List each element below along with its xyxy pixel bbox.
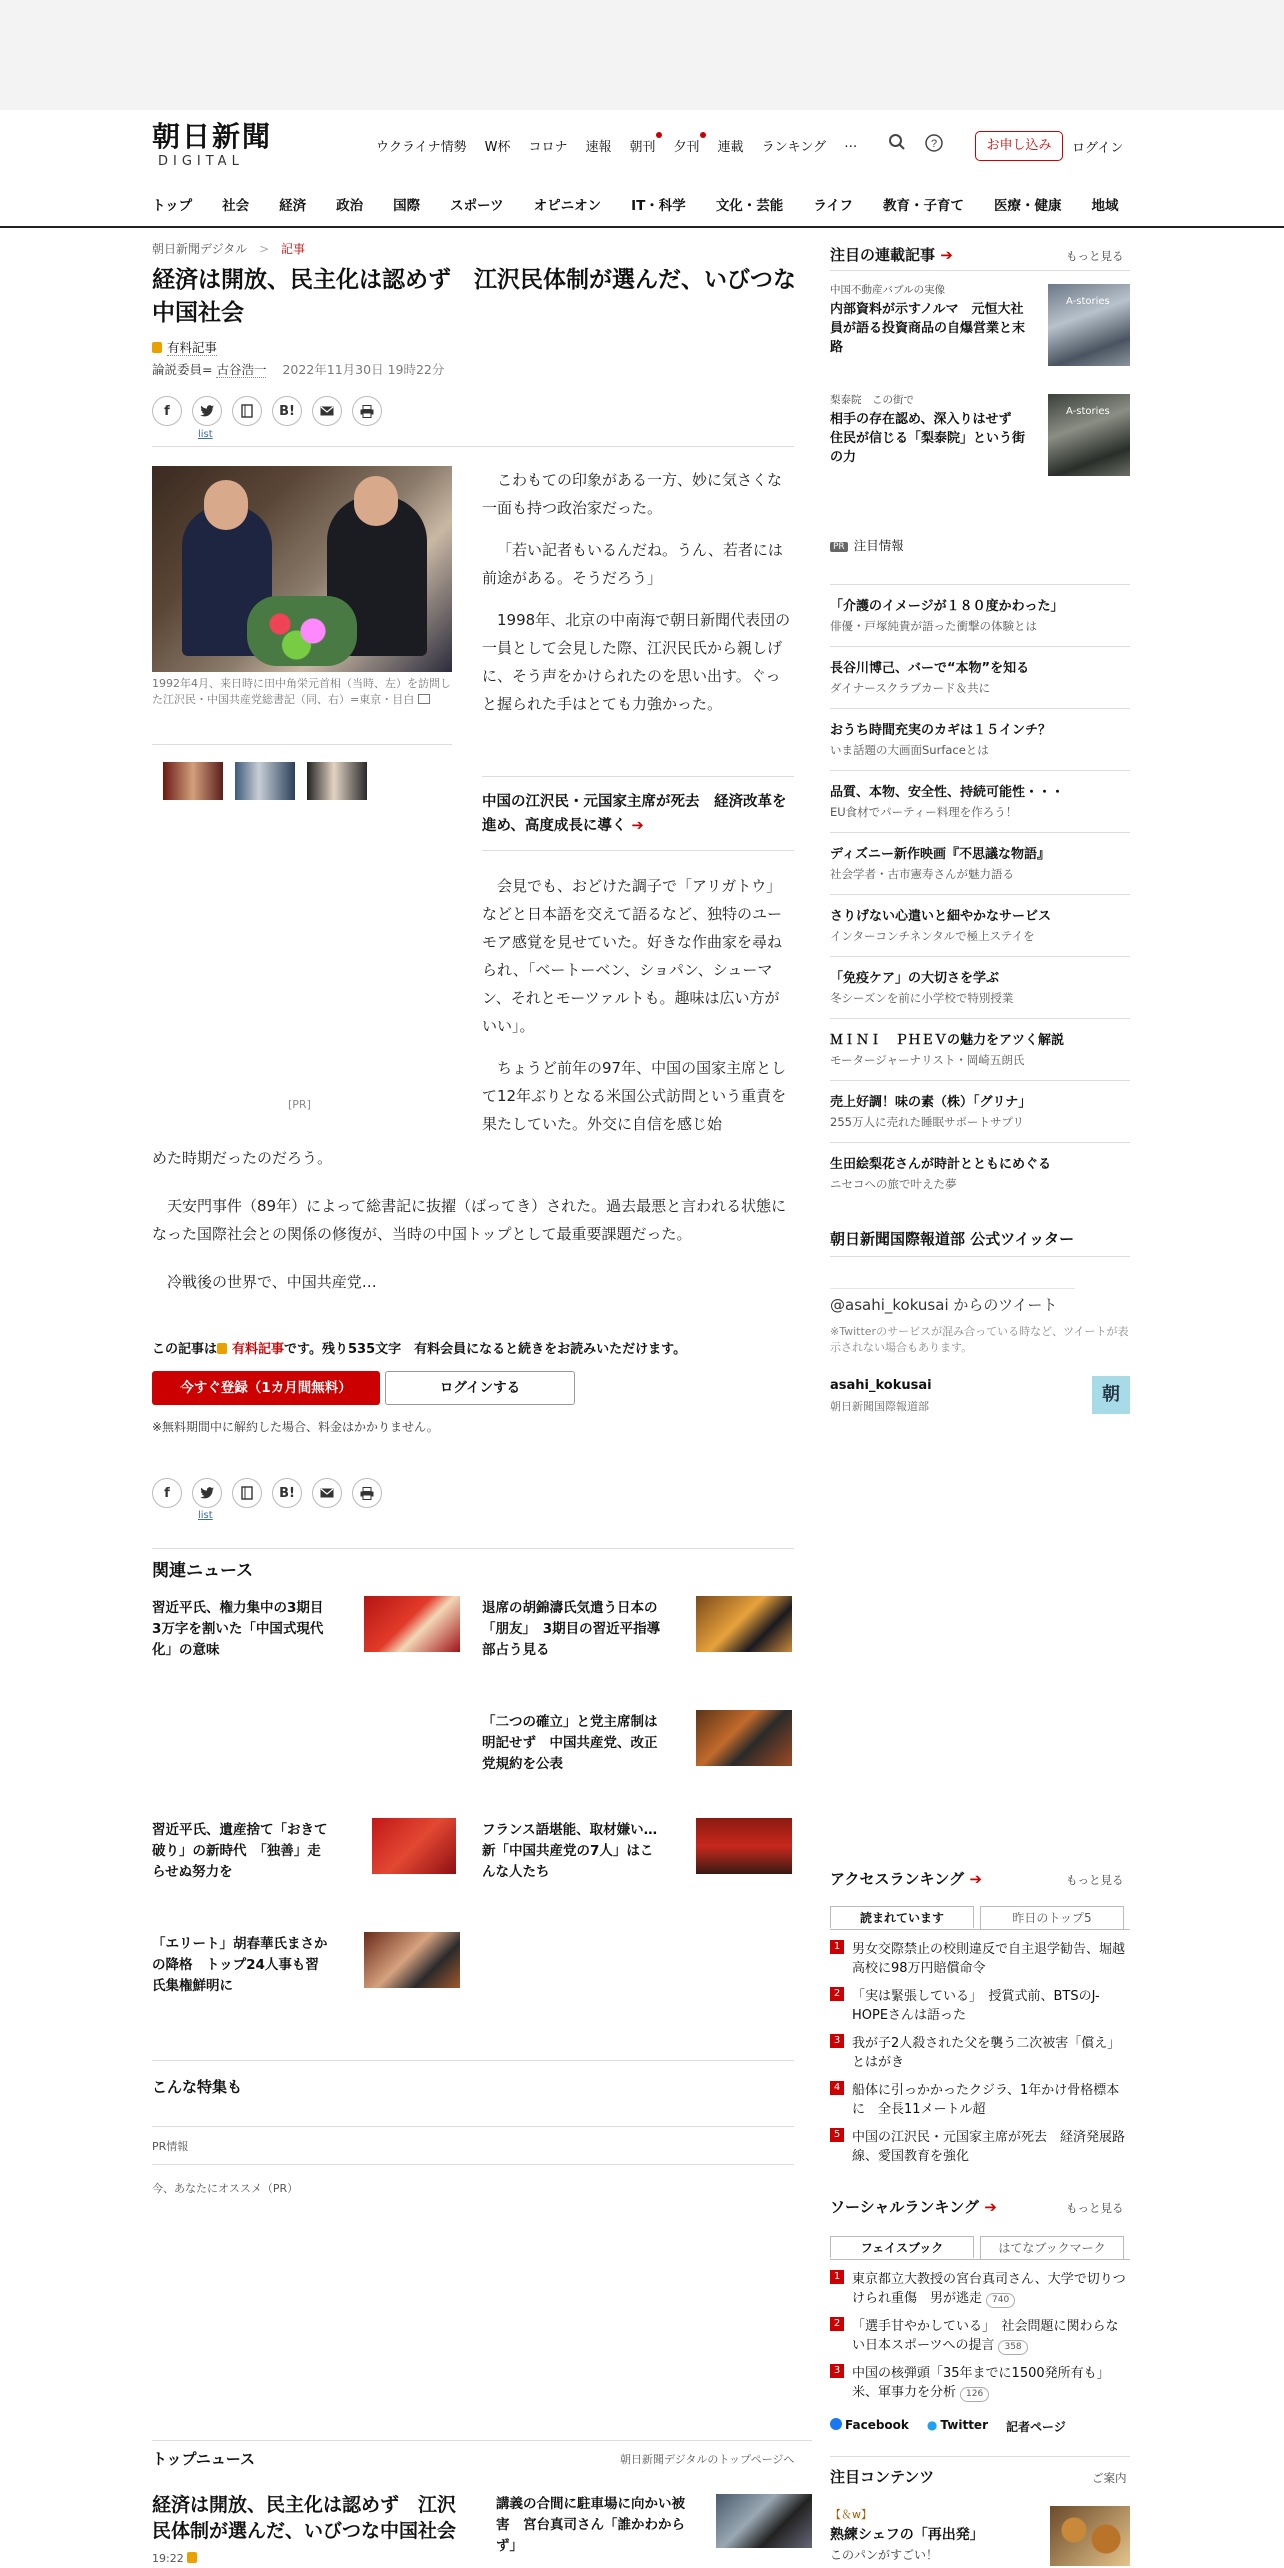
pr-item-sub: インターコンチネンタルで極上ステイを <box>830 929 1035 943</box>
twitter-link-label: Twitter <box>940 2418 988 2432</box>
share-count-badge: 740 <box>986 2293 1015 2308</box>
pr-item-sub: いま話題の大画面Surfaceとは <box>830 743 989 757</box>
ranking-item[interactable] <box>830 2270 1130 2308</box>
twitter-divider <box>830 1256 1130 1257</box>
ranking-item-text <box>852 1987 1130 2025</box>
share-count-badge: 126 <box>960 2387 989 2402</box>
arrow-right-icon: ➔ <box>984 2198 997 2216</box>
serial-2-label: 梨泰院 この街で <box>830 394 914 406</box>
thumbnail-3[interactable] <box>307 762 367 800</box>
recommend-label: 今、あなたにオススメ（PR） <box>152 2182 299 2195</box>
related-item-2[interactable]: 退席の胡錦濤氏気遣う日本の「朋友」 3期目の習近平指導部占う見る <box>482 1600 661 1658</box>
paragraph-5b: めた時期だったのだろう。 <box>152 1149 333 1167</box>
toplink-morning[interactable]: 朝刊 <box>630 136 656 155</box>
photo-caption <box>152 676 452 708</box>
social-tabs <box>830 2236 1130 2260</box>
facebook-share-icon[interactable]: f <box>152 396 182 426</box>
bookmark-icon[interactable] <box>232 396 262 426</box>
ranking-item-title: 我が子2人殺された父を襲う二次被害「償え」とはがき <box>852 2036 1121 2070</box>
serial-1-thumb[interactable] <box>1048 284 1130 366</box>
nav-sports[interactable]: スポーツ <box>450 198 504 214</box>
avatar[interactable]: 朝 <box>1092 1376 1130 1414</box>
nav-international[interactable]: 国際 <box>393 198 421 214</box>
paragraph-3: 1998年、北京の中南海で朝日新聞代表団の一員として会見した際、江沢民氏から親しげに、そう声をかけられたのを思い出す。ぐっと握られた手はとても力強かった。 <box>482 611 791 713</box>
related-thumb-5[interactable] <box>696 1818 792 1874</box>
social-more-link[interactable]: もっと見る <box>1066 2201 1124 2215</box>
rank-number: 3 <box>830 2364 844 2378</box>
nav-opinion[interactable]: オピニオン <box>533 198 602 214</box>
paywall-note-red: 有料記事 <box>232 1342 285 1357</box>
ranking-item-text <box>852 2034 1130 2072</box>
twitter-link[interactable] <box>927 2418 988 2435</box>
top-news-second-thumb[interactable] <box>716 2494 812 2548</box>
ranking-item-title: 船体に引っかかったクジラ、1年かけ骨格標本に 全長11メートル超 <box>852 2083 1120 2117</box>
inline-link-top-border <box>482 776 794 777</box>
ranking-item[interactable] <box>830 2034 1130 2072</box>
tab-hatena[interactable]: はてなブックマーク <box>980 2236 1124 2259</box>
top-news-second-title[interactable]: 講義の合間に駐車場に向かい被害 宮台真司さん「誰かわからず」 <box>496 2496 685 2554</box>
bookmark-icon[interactable] <box>232 1478 262 1508</box>
paragraph-1: こわもての印象がある一方、妙に気さくな一面も持つ政治家だった。 <box>482 471 783 517</box>
related-item-5[interactable]: フランス語堪能、取材嫌い…新「中国共産党の7人」はこんな人たち <box>482 1822 658 1880</box>
inline-link-bottom-border <box>482 850 794 851</box>
tweets-from[interactable]: @asahi_kokusai からのツイート <box>830 1296 1058 1314</box>
lock-icon <box>217 1343 227 1354</box>
paragraph-5a: ちょうど前年の97年、中国の国家主席として12年ぶりとなる米国公式訪問という重責を果たしていた。外交に自信を感じ始 <box>482 1059 787 1133</box>
share-count-badge: 358 <box>998 2340 1027 2355</box>
site-logo[interactable] <box>152 120 292 174</box>
ranking-item-title: 「選手甘やかしている」 社会問題に関わらない日本スポーツへの提言 <box>852 2319 1119 2353</box>
serial-1-label: 中国不動産バブルの実像 <box>830 284 946 296</box>
arrow-right-icon: ➔ <box>969 1870 982 1888</box>
pr-label: [PR] <box>288 1098 311 1111</box>
featured-guide-link[interactable]: ご案内 <box>1092 2471 1127 2485</box>
nav-culture[interactable]: 文化・芸能 <box>715 198 784 214</box>
hatena-bookmark-icon[interactable]: B! <box>272 396 302 426</box>
photo-caption-text: 1992年4月、来日時に田中角栄元首相（当時、左）を訪問した江沢民・中国共産党総書記（同、右）=東京・目白 <box>152 677 451 706</box>
mail-icon[interactable] <box>312 1478 342 1508</box>
pr-divider <box>152 2126 794 2127</box>
access-tabs <box>830 1906 1130 1930</box>
access-more-link[interactable]: もっと見る <box>1066 1873 1124 1887</box>
author-link[interactable]: 古谷浩一 <box>216 362 267 377</box>
related-inline-link[interactable] <box>482 790 794 838</box>
related-thumb-4[interactable] <box>372 1818 456 1874</box>
access-ranking-title[interactable] <box>830 1868 982 1889</box>
nav-top[interactable]: トップ <box>152 198 193 214</box>
rank-number: 5 <box>830 2128 844 2142</box>
nav-education[interactable]: 教育・子育て <box>883 198 965 214</box>
nav-life[interactable]: ライフ <box>813 198 854 214</box>
lock-icon <box>187 2552 197 2563</box>
top-news-lead-time <box>152 2552 202 2565</box>
pr-item-title: 生田絵梨花さんが時計とともにめぐる <box>830 1157 1052 1172</box>
tab-facebook[interactable]: フェイスブック <box>830 2236 974 2259</box>
serial-1-title[interactable]: 内部資料が示すノルマ 元恒大社員が語る投資商品の自爆営業と末路 <box>830 302 1026 355</box>
article-login-button[interactable]: ログインする <box>385 1371 575 1405</box>
pr-item-sub: EU食材でパーティー料理を作ろう！ <box>830 805 1018 819</box>
related-thumb-2[interactable] <box>696 1596 792 1652</box>
article-body-middle <box>482 872 794 1138</box>
ranking-item-title: 男女交際禁止の校則違反で自主退学勧告、堀越高校に98万円賠償命令 <box>852 1942 1126 1976</box>
twitter-icon: ● <box>926 2418 938 2432</box>
toplink-breaking[interactable]: 速報 <box>585 140 612 155</box>
inline-link-text: 中国の江沢民・元国家主席が死去 経済改革を進め、高度成長に導く <box>482 794 787 834</box>
pr-item-sub: ニセコへの旅で叶えた夢 <box>830 1177 957 1191</box>
pr-item-sub: 冬シーズンを前に小学校で特別授業 <box>830 991 1014 1005</box>
logo-main: 朝日新聞 <box>152 120 273 153</box>
twitter-share-icon[interactable] <box>192 396 222 426</box>
print-icon[interactable] <box>352 396 382 426</box>
rank-number: 1 <box>830 1940 844 1954</box>
pr-badge: PR <box>830 542 848 552</box>
twitter-section-title: 朝日新聞国際報道部 公式ツイッター <box>830 1230 1075 1248</box>
pr-item-sub: 255万人に売れた睡眠サポートサプリ <box>830 1115 1024 1129</box>
reporter-page-link[interactable]: 記者ページ <box>1006 2420 1066 2434</box>
tweet-note: ※Twitterのサービスが混み合っている時など、ツイートが表示されない場合もあります。 <box>830 1325 1129 1354</box>
lock-icon <box>152 342 162 353</box>
serial-more-link[interactable]: もっと見る <box>1066 249 1124 263</box>
top-news-title: トップニュース <box>152 2450 256 2468</box>
facebook-link[interactable] <box>830 2418 909 2435</box>
photo-head-right <box>354 476 398 526</box>
serial-2-thumb-text: A-stories <box>1066 406 1110 417</box>
social-ranking-title-text: ソーシャルランキング <box>830 2198 979 2216</box>
pr-item-sub: モータージャーナリスト・岡崎五朗氏 <box>830 1053 1025 1067</box>
breadcrumb-separator: > <box>259 242 270 256</box>
article-photo[interactable] <box>152 466 452 672</box>
toplink-ukraine[interactable]: ウクライナ情勢 <box>376 140 467 155</box>
toplink-serial[interactable]: 連載 <box>717 140 744 155</box>
related-item-6[interactable]: 「エリート」胡春華氏まさかの降格 トップ24人事も習氏集権鮮明に <box>152 1936 328 1994</box>
serial-2-thumb[interactable] <box>1048 394 1130 476</box>
ranking-item-text <box>852 2081 1130 2119</box>
pr-item-title: 売上好調！味の素（株）「グリナ」 <box>830 1095 1032 1110</box>
header-divider <box>152 446 794 447</box>
byline <box>152 360 444 378</box>
ranking-item[interactable] <box>830 2364 1130 2402</box>
related-news-title: 関連ニュース <box>152 1561 254 1581</box>
pr-item-title: 長谷川博己、バーで“本物”を知る <box>830 661 1030 676</box>
tab-yesterday-top5[interactable]: 昨日のトップ5 <box>980 1906 1124 1929</box>
ranking-item-text <box>852 2364 1130 2402</box>
byline-prefix: 論説委員= <box>152 362 213 377</box>
ranking-item[interactable] <box>830 2128 1130 2166</box>
recommend-divider <box>152 2164 794 2165</box>
topnews-divider <box>152 2440 812 2441</box>
nav-it-science[interactable]: IT・科学 <box>631 198 686 214</box>
paywall-note <box>152 1338 686 1357</box>
top-links <box>376 136 875 155</box>
main-nav <box>152 194 1149 214</box>
nav-society[interactable]: 社会 <box>222 198 250 214</box>
caption-divider <box>152 744 452 745</box>
pr-item-title: 「免疫ケア」の大切さを学ぶ <box>830 971 1000 986</box>
top-ad-band <box>0 0 1284 110</box>
pr-item-title: 品質、本物、安全性、持続可能性・・・ <box>830 785 1065 800</box>
featured-label: 【＆w】 <box>830 2508 872 2521</box>
ranking-item-title: 東京都立大教授の宮台真司さん、大学で切りつけられ重傷 男が逃走 <box>852 2272 1126 2306</box>
top-news-lead-title[interactable]: 経済は開放、民主化は認めず 江沢民体制が選んだ、いびつな中国社会 <box>152 2494 457 2542</box>
hatena-bookmark-icon[interactable]: B! <box>272 1478 302 1508</box>
rank-number: 2 <box>830 1987 844 2001</box>
lead-time-text: 19:22 <box>152 2552 184 2565</box>
featured-thumb[interactable] <box>1050 2506 1130 2566</box>
paragraph-7: 冷戦後の世界で、中国共産党… <box>167 1273 377 1291</box>
photo-thumbnails <box>163 762 367 800</box>
related-thumb-1[interactable] <box>364 1596 460 1652</box>
photo-flowers <box>247 596 357 666</box>
special-top-divider <box>152 2060 794 2061</box>
rank-number: 1 <box>830 2270 844 2284</box>
toplink-evening[interactable]: 夕刊 <box>674 136 700 155</box>
pr-item-sub: 社会学者・古市憲寿さんが魅力語る <box>830 867 1014 881</box>
paragraph-6: 天安門事件（89年）によって総書記に抜擢（ばってき）された。過去最悪と言われる状態になった国際社会との関係の修復が、当時の中国トップとして最重要課題だった。 <box>152 1197 787 1243</box>
ranking-item-title: 中国の核弾頭「35年までに1500発所有も」 米、軍事力を分析 <box>852 2366 1117 2400</box>
related-top-divider <box>152 1548 794 1549</box>
pr-item[interactable] <box>830 894 1130 944</box>
pr-item-title: 「介護のイメージが１８０度かわった」 <box>830 599 1064 614</box>
ranking-item-text <box>852 2270 1130 2308</box>
paid-badge <box>152 338 217 356</box>
ranking-item[interactable] <box>830 2317 1130 2355</box>
special-features-title: こんな特集も <box>152 2078 243 2096</box>
tab-most-read[interactable]: 読まれています <box>830 1906 974 1929</box>
serial-1-thumb-text: A-stories <box>1066 296 1110 307</box>
related-item-4[interactable]: 習近平氏、遺産捨て「おきて破り」の新時代 「独善」走らせぬ努力を <box>152 1822 328 1880</box>
thumbnail-1[interactable] <box>163 762 223 800</box>
pr-item[interactable] <box>830 770 1130 820</box>
paragraph-2: 「若い記者もいるんだね。うん、若者には前途がある。そうだろう」 <box>482 541 783 587</box>
ranking-item[interactable] <box>830 1940 1130 1978</box>
login-link[interactable]: ログイン <box>1072 141 1124 156</box>
ranking-item[interactable] <box>830 2081 1130 2119</box>
toplink-ranking[interactable]: ランキング <box>761 140 827 155</box>
facebook-link-label: Facebook <box>845 2418 909 2432</box>
related-thumb-6[interactable] <box>364 1932 460 1988</box>
toplink-worldcup[interactable]: W杯 <box>484 140 511 155</box>
featured-item-sub: このパンがすごい！ <box>830 2548 939 2562</box>
list-link[interactable]: list <box>198 1510 213 1521</box>
register-button[interactable]: 今すぐ登録（1カ月間無料） <box>152 1371 380 1405</box>
ranking-item-text <box>852 2128 1130 2166</box>
share-buttons-top <box>152 396 382 426</box>
facebook-icon <box>830 2418 842 2430</box>
arrow-right-icon: ➔ <box>940 246 953 264</box>
pr-item[interactable] <box>830 646 1130 696</box>
serial-divider <box>830 270 1130 271</box>
search-icon[interactable] <box>888 133 906 157</box>
nav-economy[interactable]: 経済 <box>279 198 307 214</box>
pr-item[interactable] <box>830 1080 1130 1130</box>
pr-item[interactable] <box>830 832 1130 882</box>
twitter-account-name: 朝日新聞国際報道部 <box>830 1400 929 1413</box>
ranking-item-text <box>852 2317 1130 2355</box>
facebook-share-icon[interactable]: f <box>152 1478 182 1508</box>
serial-title-text: 注目の連載記事 <box>830 246 936 264</box>
list-link[interactable]: list <box>198 429 213 440</box>
more-menu-icon[interactable]: … <box>844 136 858 151</box>
pr-item[interactable] <box>830 1018 1130 1068</box>
twitter-share-icon[interactable] <box>192 1478 222 1508</box>
help-icon[interactable] <box>924 133 944 157</box>
ranking-item-title: 中国の江沢民・元国家主席が死去 経済発展路線、愛国教育を強化 <box>852 2130 1126 2164</box>
subscribe-button[interactable]: お申し込み <box>975 131 1063 161</box>
breadcrumb-home[interactable]: 朝日新聞デジタル <box>152 242 248 256</box>
rank-number: 3 <box>830 2034 844 2048</box>
logo-sub: DIGITAL <box>158 154 244 169</box>
toplink-corona[interactable]: コロナ <box>528 140 568 155</box>
share-buttons-bottom <box>152 1478 382 1508</box>
print-icon[interactable] <box>352 1478 382 1508</box>
pr-item[interactable] <box>830 708 1130 758</box>
pr-item-sub: 俳優・戸塚純貴が語った衝撃の体験とは <box>830 619 1037 633</box>
article-body-upper <box>482 466 794 732</box>
featured-content-title: 注目コンテンツ <box>830 2468 935 2486</box>
access-ranking-title-text: アクセスランキング <box>830 1870 965 1888</box>
svg-text:?: ? <box>930 138 938 150</box>
pr-item-title: ディズニー新作映画『不思議な物語』 <box>830 847 1050 862</box>
twitter-account[interactable]: asahi_kokusai <box>830 1378 932 1393</box>
featured-item-title[interactable]: 熟練シェフの「再出発」 <box>830 2527 984 2543</box>
pr-item[interactable] <box>830 584 1130 634</box>
rank-number: 2 <box>830 2317 844 2331</box>
sns-links <box>830 2418 1066 2435</box>
ranking-item-title: 「実は緊張している」 授賞式前、BTSのJ-HOPEさんは語った <box>852 1989 1100 2023</box>
ranking-item[interactable] <box>830 1987 1130 2025</box>
paywall-note-pre: この記事は <box>152 1342 218 1357</box>
tweet-rule <box>830 1288 1075 1289</box>
photo-head-left <box>204 480 248 530</box>
free-period-note: ※無料期間中に解約した場合、料金はかかりません。 <box>152 1420 439 1434</box>
paid-label: 有料記事 <box>167 340 218 355</box>
pr-item[interactable] <box>830 956 1130 1006</box>
breadcrumb-current[interactable]: 記事 <box>281 242 306 256</box>
pr-item-title: さりげない心遣いと細やかなサービス <box>830 909 1052 924</box>
pr-title: 注目情報 <box>853 538 904 553</box>
breadcrumb <box>152 240 305 257</box>
related-thumb-3[interactable] <box>696 1710 792 1766</box>
pr-header <box>830 536 904 554</box>
paragraph-4: 会見でも、おどけた調子で「アリガトウ」などと日本語を交えて語るなど、独特のユーモア感覚を見せていた。好きな作曲家を尋ねられ、「ベートーベン、ショパン、シューマン、それとモーツァルトも。趣味は広い方がいい」。 <box>482 877 783 1035</box>
header-icons <box>888 133 944 157</box>
pr-info-label: PR情報 <box>152 2140 189 2153</box>
featured-divider <box>830 2456 1130 2457</box>
social-ranking-title[interactable] <box>830 2196 997 2217</box>
nav-politics[interactable]: 政治 <box>336 198 364 214</box>
serial-title[interactable] <box>830 244 953 265</box>
pr-item[interactable] <box>830 1142 1130 1192</box>
access-ranking-list <box>830 1940 1130 2175</box>
mail-icon[interactable] <box>312 396 342 426</box>
related-item-3[interactable]: 「二つの確立」と党主席制は明記せず 中国共産党、改正党規約を公表 <box>482 1714 658 1772</box>
ranking-item-text <box>852 1940 1130 1978</box>
arrow-right-icon: ➔ <box>631 818 644 834</box>
related-item-1[interactable]: 習近平氏、権力集中の3期目 3万字を割いた「中国式現代化」の意味 <box>152 1600 337 1658</box>
social-ranking-list <box>830 2270 1130 2411</box>
nav-region[interactable]: 地域 <box>1091 198 1119 214</box>
thumbnail-2[interactable] <box>235 762 295 800</box>
pr-item-title: ＭＩＮＩ ＰＨＥＶの魅力をアツく解説 <box>830 1033 1065 1048</box>
article-title: 経済は開放、民主化は認めず 江沢民体制が選んだ、いびつな中国社会 <box>152 267 796 326</box>
expand-image-icon[interactable] <box>418 694 430 704</box>
rank-number: 4 <box>830 2081 844 2095</box>
serial-2-title[interactable]: 相手の存在認め、深入りはせず 住民が信じる「梨泰院」という街の力 <box>830 412 1026 465</box>
pr-item-title: おうち時間充実のカギは１５インチ？ <box>830 723 1052 738</box>
nav-health[interactable]: 医療・健康 <box>994 198 1062 214</box>
paywall-note-post: です。残り535文字 有料会員になると続きをお読みいただけます。 <box>284 1342 687 1357</box>
publish-date: 2022年11月30日 19時22分 <box>282 362 445 377</box>
pr-item-sub: ダイナースクラブカード＆共に <box>830 681 991 695</box>
top-news-link[interactable]: 朝日新聞デジタルのトップページへ <box>620 2453 795 2466</box>
